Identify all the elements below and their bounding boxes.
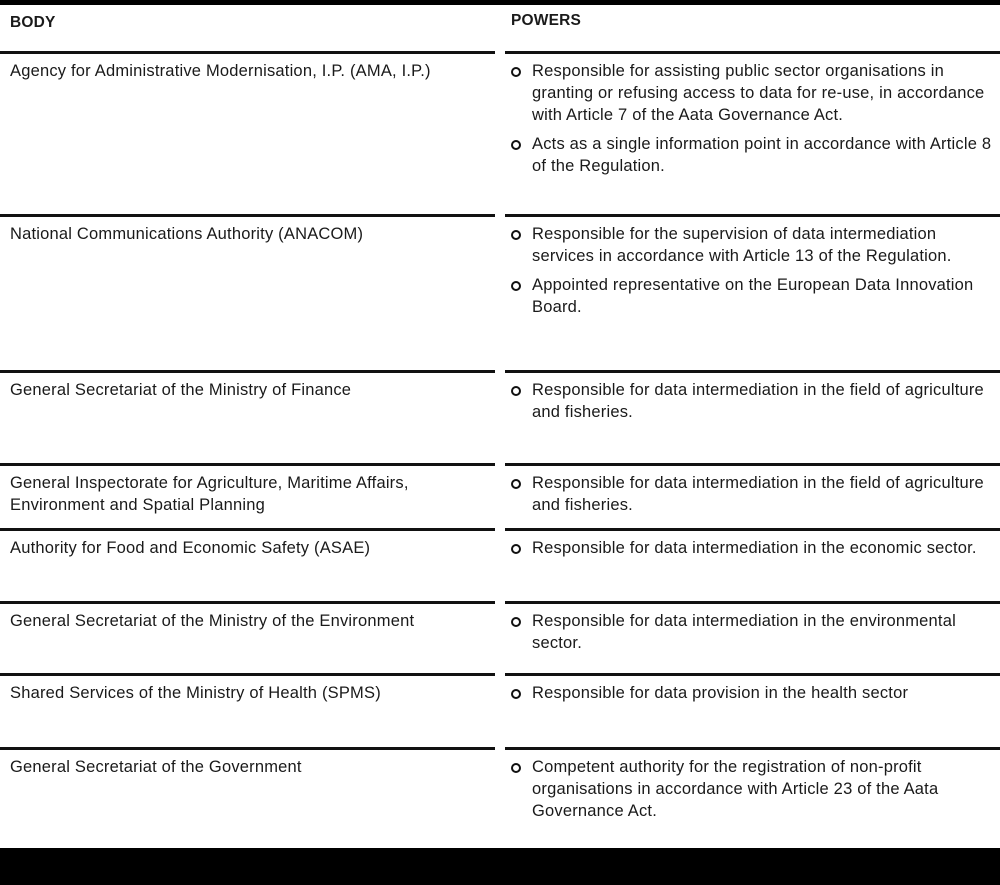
power-item (511, 756, 996, 822)
bullet-icon (511, 67, 521, 77)
body-cell: General Inspectorate for Agriculture, Maritime Affairs, Environment and Spatial Planning (10, 474, 409, 514)
power-item (511, 610, 996, 654)
power-text: Responsible for assisting public sector organisations in granting or refusing access to data for re-use, in accordance with Article 7 of the Aata Governance Act. (532, 62, 985, 124)
powers-cell (511, 756, 996, 829)
power-item (511, 682, 996, 704)
row-divider (505, 214, 1000, 217)
body-cell: General Secretariat of the Ministry of the Environment (10, 612, 415, 630)
row-divider (505, 601, 1000, 604)
power-text: Acts as a single information point in accordance with Article 8 of the Regulation. (532, 135, 992, 175)
row-divider (0, 673, 495, 676)
power-text: Responsible for data provision in the health sector (532, 684, 909, 702)
powers-cell (511, 60, 996, 184)
header-body: BODY (10, 14, 56, 31)
row-divider (505, 463, 1000, 466)
power-text: Appointed representative on the European Data Innovation Board. (532, 276, 974, 316)
body-cell: Shared Services of the Ministry of Health (SPMS) (10, 684, 381, 702)
row-divider (0, 51, 495, 54)
row-divider (505, 370, 1000, 373)
power-item (511, 472, 996, 516)
bullet-icon (511, 281, 521, 291)
row-divider (0, 528, 495, 531)
body-cell: Authority for Food and Economic Safety (ASAE) (10, 539, 371, 557)
top-border (0, 0, 1000, 5)
power-text: Responsible for data intermediation in the economic sector. (532, 539, 977, 557)
power-item (511, 274, 996, 318)
bullet-icon (511, 479, 521, 489)
row-divider (505, 528, 1000, 531)
bullet-icon (511, 689, 521, 699)
powers-cell (511, 537, 996, 566)
row-divider (0, 214, 495, 217)
power-item (511, 133, 996, 177)
bullet-icon (511, 386, 521, 396)
powers-cell (511, 379, 996, 430)
row-divider (505, 747, 1000, 750)
row-divider (0, 463, 495, 466)
power-item (511, 537, 996, 559)
body-cell: Agency for Administrative Modernisation, I.P. (AMA, I.P.) (10, 62, 431, 80)
body-cell: National Communications Authority (ANACOM) (10, 225, 364, 243)
power-text: Responsible for data intermediation in the field of agriculture and fisheries. (532, 381, 984, 421)
body-cell: General Secretariat of the Ministry of Finance (10, 381, 352, 399)
powers-cell (511, 682, 996, 711)
power-text: Responsible for data intermediation in the field of agriculture and fisheries. (532, 474, 984, 514)
row-divider (505, 51, 1000, 54)
powers-cell (511, 223, 996, 325)
row-divider (0, 601, 495, 604)
row-divider (505, 673, 1000, 676)
header-powers: POWERS (511, 12, 582, 29)
power-text: Responsible for the supervision of data intermediation services in accordance with Article 13 of the Regulation. (532, 225, 952, 265)
bullet-icon (511, 763, 521, 773)
power-text: Responsible for data intermediation in the environmental sector. (532, 612, 956, 652)
row-divider (0, 747, 495, 750)
power-item (511, 223, 996, 267)
power-text: Competent authority for the registration of non-profit organisations in accordance with Article 23 of the Aata Governance Act. (532, 758, 939, 820)
bullet-icon (511, 617, 521, 627)
body-cell: General Secretariat of the Government (10, 758, 302, 776)
powers-cell (511, 472, 996, 523)
bullet-icon (511, 544, 521, 554)
bullet-icon (511, 140, 521, 150)
bullet-icon (511, 230, 521, 240)
power-item (511, 60, 996, 126)
powers-cell (511, 610, 996, 661)
bottom-border (0, 848, 1000, 885)
row-divider (0, 370, 495, 373)
power-item (511, 379, 996, 423)
